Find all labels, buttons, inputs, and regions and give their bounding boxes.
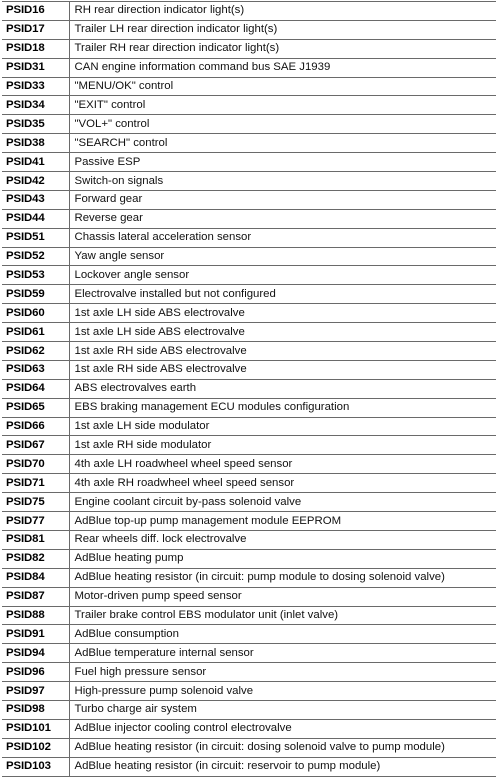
psid-code-cell: PSID51 [2,228,69,247]
psid-description-cell: AdBlue top-up pump management module EEPROM [69,512,496,531]
psid-code-cell: PSID91 [2,625,69,644]
psid-description-cell: 4th axle RH roadwheel wheel speed sensor [69,474,496,493]
psid-code-cell: PSID34 [2,96,69,115]
table-row [2,20,496,39]
table-row [2,96,496,115]
psid-code-cell: PSID70 [2,455,69,474]
psid-code-cell: PSID60 [2,304,69,323]
psid-code-cell: PSID88 [2,606,69,625]
psid-code-table-container [2,1,496,777]
table-row [2,153,496,172]
psid-description-cell: AdBlue consumption [69,625,496,644]
table-row [2,757,496,776]
psid-code-cell: PSID59 [2,285,69,304]
table-row [2,209,496,228]
psid-code-cell: PSID38 [2,134,69,153]
psid-code-cell: PSID103 [2,757,69,776]
psid-description-cell: AdBlue heating resistor (in circuit: dosing solenoid valve to pump module) [69,738,496,757]
psid-code-cell: PSID42 [2,172,69,191]
table-row [2,474,496,493]
psid-code-cell: PSID65 [2,398,69,417]
table-row [2,625,496,644]
psid-code-cell: PSID98 [2,700,69,719]
table-row [2,39,496,58]
psid-code-cell: PSID87 [2,587,69,606]
psid-code-cell: PSID71 [2,474,69,493]
table-row [2,512,496,531]
psid-description-cell: Reverse gear [69,209,496,228]
table-row [2,738,496,757]
table-row [2,285,496,304]
psid-code-cell: PSID35 [2,115,69,134]
table-row [2,700,496,719]
psid-description-cell: Electrovalve installed but not configured [69,285,496,304]
table-row [2,549,496,568]
table-row [2,493,496,512]
psid-code-cell: PSID63 [2,360,69,379]
psid-description-cell: AdBlue temperature internal sensor [69,644,496,663]
table-row [2,190,496,209]
psid-code-cell: PSID17 [2,20,69,39]
psid-description-cell: Switch-on signals [69,172,496,191]
table-row [2,606,496,625]
table-row [2,2,496,21]
psid-description-cell: EBS braking management ECU modules configuration [69,398,496,417]
table-row [2,417,496,436]
psid-description-cell: "EXIT" control [69,96,496,115]
psid-code-table [2,1,496,777]
psid-code-cell: PSID61 [2,323,69,342]
psid-description-cell: RH rear direction indicator light(s) [69,2,496,21]
psid-description-cell: 1st axle RH side ABS electrovalve [69,360,496,379]
table-row [2,115,496,134]
table-row [2,360,496,379]
psid-description-cell: 1st axle RH side modulator [69,436,496,455]
psid-description-cell: "VOL+" control [69,115,496,134]
psid-code-cell: PSID101 [2,719,69,738]
psid-code-cell: PSID77 [2,512,69,531]
psid-code-cell: PSID66 [2,417,69,436]
psid-description-cell: Rear wheels diff. lock electrovalve [69,530,496,549]
table-row [2,587,496,606]
psid-code-cell: PSID82 [2,549,69,568]
psid-code-cell: PSID75 [2,493,69,512]
psid-description-cell: CAN engine information command bus SAE J1939 [69,58,496,77]
table-row [2,682,496,701]
psid-table-body [2,2,496,777]
psid-description-cell: High-pressure pump solenoid valve [69,682,496,701]
psid-description-cell: Engine coolant circuit by-pass solenoid valve [69,493,496,512]
psid-description-cell: 1st axle RH side ABS electrovalve [69,342,496,361]
table-row [2,568,496,587]
table-row [2,304,496,323]
psid-description-cell: Trailer LH rear direction indicator light(s) [69,20,496,39]
psid-code-cell: PSID41 [2,153,69,172]
table-row [2,247,496,266]
psid-description-cell: 1st axle LH side modulator [69,417,496,436]
psid-code-cell: PSID102 [2,738,69,757]
table-row [2,323,496,342]
psid-code-cell: PSID96 [2,663,69,682]
table-row [2,455,496,474]
psid-description-cell: 1st axle LH side ABS electrovalve [69,323,496,342]
psid-code-cell: PSID84 [2,568,69,587]
psid-description-cell: Trailer RH rear direction indicator light(s) [69,39,496,58]
psid-code-cell: PSID97 [2,682,69,701]
table-row [2,719,496,738]
psid-description-cell: ABS electrovalves earth [69,379,496,398]
psid-description-cell: Chassis lateral acceleration sensor [69,228,496,247]
psid-code-cell: PSID44 [2,209,69,228]
psid-code-cell: PSID81 [2,530,69,549]
psid-description-cell: Motor-driven pump speed sensor [69,587,496,606]
psid-description-cell: Passive ESP [69,153,496,172]
psid-description-cell: Yaw angle sensor [69,247,496,266]
psid-code-cell: PSID64 [2,379,69,398]
psid-description-cell: "MENU/OK" control [69,77,496,96]
psid-code-cell: PSID16 [2,2,69,21]
table-row [2,379,496,398]
table-row [2,398,496,417]
psid-description-cell: "SEARCH" control [69,134,496,153]
table-row [2,266,496,285]
psid-description-cell: 4th axle LH roadwheel wheel speed sensor [69,455,496,474]
psid-code-cell: PSID94 [2,644,69,663]
psid-description-cell: Trailer brake control EBS modulator unit (inlet valve) [69,606,496,625]
psid-description-cell: AdBlue heating resistor (in circuit: reservoir to pump module) [69,757,496,776]
psid-description-cell: Fuel high pressure sensor [69,663,496,682]
table-row [2,530,496,549]
table-row [2,663,496,682]
psid-code-cell: PSID31 [2,58,69,77]
psid-code-cell: PSID33 [2,77,69,96]
psid-description-cell: AdBlue injector cooling control electrovalve [69,719,496,738]
psid-description-cell: Lockover angle sensor [69,266,496,285]
psid-code-cell: PSID53 [2,266,69,285]
psid-code-cell: PSID67 [2,436,69,455]
table-row [2,644,496,663]
psid-code-cell: PSID52 [2,247,69,266]
table-row [2,58,496,77]
psid-code-cell: PSID62 [2,342,69,361]
table-row [2,228,496,247]
psid-code-cell: PSID43 [2,190,69,209]
table-row [2,436,496,455]
table-row [2,342,496,361]
psid-description-cell: Forward gear [69,190,496,209]
psid-description-cell: AdBlue heating resistor (in circuit: pump module to dosing solenoid valve) [69,568,496,587]
table-row [2,134,496,153]
psid-description-cell: AdBlue heating pump [69,549,496,568]
psid-description-cell: 1st axle LH side ABS electrovalve [69,304,496,323]
table-row [2,172,496,191]
table-row [2,77,496,96]
psid-code-cell: PSID18 [2,39,69,58]
psid-description-cell: Turbo charge air system [69,700,496,719]
